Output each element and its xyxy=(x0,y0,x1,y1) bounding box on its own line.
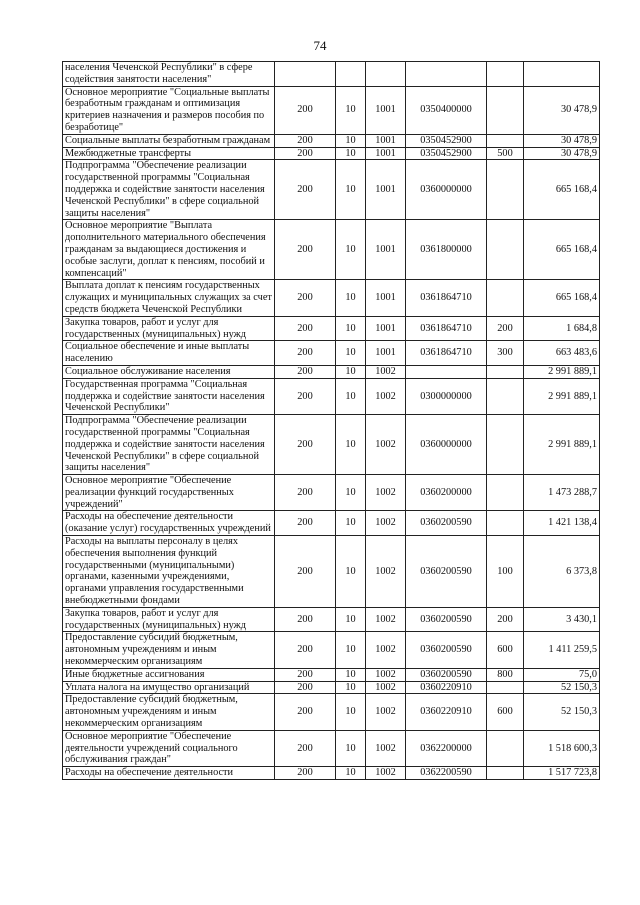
expense-type-cell: 200 xyxy=(487,607,524,632)
expense-type-cell xyxy=(487,378,524,414)
table-row xyxy=(63,220,600,280)
amount-cell: 665 168,4 xyxy=(524,160,600,220)
target-article-cell: 0350452900 xyxy=(406,147,487,160)
table-row xyxy=(63,668,600,681)
ministry-code-cell: 200 xyxy=(275,147,336,160)
table-row xyxy=(63,632,600,668)
ministry-code-cell: 200 xyxy=(275,280,336,316)
budget-table-body xyxy=(63,62,600,780)
amount-cell: 663 483,6 xyxy=(524,341,600,366)
subsection-code-cell: 1001 xyxy=(366,147,406,160)
expense-type-cell xyxy=(487,475,524,511)
ministry-code-cell: 200 xyxy=(275,86,336,134)
target-article-cell: 0361864710 xyxy=(406,280,487,316)
subsection-code-cell: 1002 xyxy=(366,694,406,730)
subsection-code-cell: 1001 xyxy=(366,134,406,147)
subsection-code-cell: 1002 xyxy=(366,536,406,608)
subsection-code-cell: 1002 xyxy=(366,681,406,694)
target-article-cell: 0362200000 xyxy=(406,730,487,766)
table-row xyxy=(63,730,600,766)
row-name-cell: населения Чеченской Республики" в сфере содействия занятости населения" xyxy=(63,62,275,87)
row-name-cell: Закупка товаров, работ и услуг для государственных (муниципальных) нужд xyxy=(63,607,275,632)
section-code-cell: 10 xyxy=(336,415,366,475)
row-name-cell: Социальные выплаты безработным гражданам xyxy=(63,134,275,147)
expense-type-cell xyxy=(487,681,524,694)
budget-table xyxy=(62,61,600,780)
section-code-cell: 10 xyxy=(336,607,366,632)
amount-cell: 1 518 600,3 xyxy=(524,730,600,766)
amount-cell: 2 991 889,1 xyxy=(524,378,600,414)
amount-cell: 1 421 138,4 xyxy=(524,511,600,536)
amount-cell: 1 517 723,8 xyxy=(524,767,600,780)
ministry-code-cell xyxy=(275,62,336,87)
amount-cell: 1 473 288,7 xyxy=(524,475,600,511)
row-name-cell: Закупка товаров, работ и услуг для государственных (муниципальных) нужд xyxy=(63,316,275,341)
section-code-cell: 10 xyxy=(336,378,366,414)
amount-cell: 1 684,8 xyxy=(524,316,600,341)
expense-type-cell xyxy=(487,730,524,766)
amount-cell: 665 168,4 xyxy=(524,280,600,316)
amount-cell: 75,0 xyxy=(524,668,600,681)
row-name-cell: Расходы на обеспечение деятельности xyxy=(63,767,275,780)
target-article-cell: 0361800000 xyxy=(406,220,487,280)
target-article-cell: 0350452900 xyxy=(406,134,487,147)
ministry-code-cell: 200 xyxy=(275,536,336,608)
expense-type-cell xyxy=(487,767,524,780)
expense-type-cell xyxy=(487,220,524,280)
section-code-cell: 10 xyxy=(336,316,366,341)
table-row xyxy=(63,86,600,134)
amount-cell: 30 478,9 xyxy=(524,147,600,160)
expense-type-cell xyxy=(487,134,524,147)
ministry-code-cell: 200 xyxy=(275,475,336,511)
ministry-code-cell: 200 xyxy=(275,668,336,681)
ministry-code-cell: 200 xyxy=(275,415,336,475)
ministry-code-cell: 200 xyxy=(275,767,336,780)
expense-type-cell: 500 xyxy=(487,147,524,160)
section-code-cell: 10 xyxy=(336,668,366,681)
section-code-cell: 10 xyxy=(336,365,366,378)
section-code-cell: 10 xyxy=(336,147,366,160)
row-name-cell: Расходы на выплаты персоналу в целях обеспечения выполнения функций государственными (муниципальными) органами, казенными учреждениями, органами управления государственными внебюджетными фондами xyxy=(63,536,275,608)
row-name-cell: Уплата налога на имущество организаций xyxy=(63,681,275,694)
row-name-cell: Межбюджетные трансферты xyxy=(63,147,275,160)
section-code-cell: 10 xyxy=(336,160,366,220)
page-number: 74 xyxy=(313,38,327,53)
target-article-cell: 0360220910 xyxy=(406,681,487,694)
section-code-cell: 10 xyxy=(336,86,366,134)
table-row xyxy=(63,341,600,366)
expense-type-cell: 600 xyxy=(487,632,524,668)
section-code-cell: 10 xyxy=(336,681,366,694)
row-name-cell: Социальное обслуживание населения xyxy=(63,365,275,378)
subsection-code-cell: 1002 xyxy=(366,511,406,536)
subsection-code-cell: 1001 xyxy=(366,341,406,366)
section-code-cell: 10 xyxy=(336,767,366,780)
table-row xyxy=(63,280,600,316)
table-row xyxy=(63,767,600,780)
amount-cell: 52 150,3 xyxy=(524,681,600,694)
subsection-code-cell: 1002 xyxy=(366,415,406,475)
row-name-cell: Социальное обеспечение и иные выплаты населению xyxy=(63,341,275,366)
amount-cell: 1 411 259,5 xyxy=(524,632,600,668)
section-code-cell: 10 xyxy=(336,511,366,536)
table-row xyxy=(63,694,600,730)
amount-cell: 665 168,4 xyxy=(524,220,600,280)
ministry-code-cell: 200 xyxy=(275,160,336,220)
row-name-cell: Основное мероприятие "Обеспечение реализации функций государственных учреждений" xyxy=(63,475,275,511)
subsection-code-cell xyxy=(366,62,406,87)
target-article-cell: 0350400000 xyxy=(406,86,487,134)
target-article-cell: 0361864710 xyxy=(406,316,487,341)
amount-cell: 2 991 889,1 xyxy=(524,415,600,475)
ministry-code-cell: 200 xyxy=(275,632,336,668)
target-article-cell: 0362200590 xyxy=(406,767,487,780)
ministry-code-cell: 200 xyxy=(275,607,336,632)
section-code-cell: 10 xyxy=(336,280,366,316)
amount-cell: 30 478,9 xyxy=(524,86,600,134)
expense-type-cell: 200 xyxy=(487,316,524,341)
table-row xyxy=(63,147,600,160)
row-name-cell: Подпрограмма "Обеспечение реализации государственной программы "Социальная поддержка и содействие занятости населения Чеченской Республики" в сфере социальной защиты населения" xyxy=(63,160,275,220)
table-row xyxy=(63,365,600,378)
subsection-code-cell: 1002 xyxy=(366,475,406,511)
table-row xyxy=(63,511,600,536)
target-article-cell: 0360200590 xyxy=(406,511,487,536)
expense-type-cell xyxy=(487,62,524,87)
expense-type-cell: 800 xyxy=(487,668,524,681)
subsection-code-cell: 1002 xyxy=(366,632,406,668)
table-row xyxy=(63,475,600,511)
target-article-cell: 0360000000 xyxy=(406,160,487,220)
expense-type-cell xyxy=(487,511,524,536)
target-article-cell: 0360200590 xyxy=(406,632,487,668)
ministry-code-cell: 200 xyxy=(275,134,336,147)
target-article-cell: 0360200590 xyxy=(406,668,487,681)
table-row xyxy=(63,415,600,475)
ministry-code-cell: 200 xyxy=(275,378,336,414)
table-row xyxy=(63,62,600,87)
row-name-cell: Предоставление субсидий бюджетным, автономным учреждениям и иным некоммерческим организациям xyxy=(63,694,275,730)
subsection-code-cell: 1001 xyxy=(366,220,406,280)
row-name-cell: Расходы на обеспечение деятельности (оказание услуг) государственных учреждений xyxy=(63,511,275,536)
subsection-code-cell: 1002 xyxy=(366,767,406,780)
row-name-cell: Выплата доплат к пенсиям государственных служащих и муниципальных служащих за счет средств бюджета Чеченской Республики xyxy=(63,280,275,316)
amount-cell: 3 430,1 xyxy=(524,607,600,632)
ministry-code-cell: 200 xyxy=(275,681,336,694)
amount-cell: 52 150,3 xyxy=(524,694,600,730)
amount-cell xyxy=(524,62,600,87)
amount-cell: 2 991 889,1 xyxy=(524,365,600,378)
subsection-code-cell: 1002 xyxy=(366,378,406,414)
target-article-cell: 0360220910 xyxy=(406,694,487,730)
row-name-cell: Подпрограмма "Обеспечение реализации государственной программы "Социальная поддержка и содействие занятости населения Чеченской Республики" в сфере социальной защиты населения" xyxy=(63,415,275,475)
ministry-code-cell: 200 xyxy=(275,341,336,366)
row-name-cell: Предоставление субсидий бюджетным, автономным учреждениям и иным некоммерческим организациям xyxy=(63,632,275,668)
target-article-cell: 0360200590 xyxy=(406,607,487,632)
target-article-cell: 0300000000 xyxy=(406,378,487,414)
section-code-cell: 10 xyxy=(336,134,366,147)
section-code-cell: 10 xyxy=(336,341,366,366)
amount-cell: 30 478,9 xyxy=(524,134,600,147)
subsection-code-cell: 1002 xyxy=(366,730,406,766)
subsection-code-cell: 1001 xyxy=(366,86,406,134)
ministry-code-cell: 200 xyxy=(275,511,336,536)
target-article-cell: 0360000000 xyxy=(406,415,487,475)
target-article-cell xyxy=(406,365,487,378)
table-row xyxy=(63,681,600,694)
table-row xyxy=(63,134,600,147)
row-name-cell: Основное мероприятие "Обеспечение деятельности учреждений социального обслуживания граждан" xyxy=(63,730,275,766)
table-row xyxy=(63,316,600,341)
section-code-cell: 10 xyxy=(336,220,366,280)
section-code-cell: 10 xyxy=(336,536,366,608)
expense-type-cell: 600 xyxy=(487,694,524,730)
section-code-cell: 10 xyxy=(336,730,366,766)
expense-type-cell xyxy=(487,160,524,220)
section-code-cell: 10 xyxy=(336,632,366,668)
row-name-cell: Основное мероприятие "Социальные выплаты безработным гражданам и оптимизация критериев назначения и размеров пособия по безработице" xyxy=(63,86,275,134)
row-name-cell: Основное мероприятие "Выплата дополнительного материального обеспечения гражданам за выдающиеся достижения и особые заслуги, доплат к пенсиям, пособий и компенсаций" xyxy=(63,220,275,280)
expense-type-cell xyxy=(487,365,524,378)
row-name-cell: Государственная программа "Социальная поддержка и содействие занятости населения Чеченской Республики" xyxy=(63,378,275,414)
subsection-code-cell: 1002 xyxy=(366,668,406,681)
ministry-code-cell: 200 xyxy=(275,316,336,341)
table-row xyxy=(63,160,600,220)
table-row xyxy=(63,378,600,414)
subsection-code-cell: 1002 xyxy=(366,365,406,378)
subsection-code-cell: 1002 xyxy=(366,607,406,632)
ministry-code-cell: 200 xyxy=(275,365,336,378)
target-article-cell: 0360200000 xyxy=(406,475,487,511)
ministry-code-cell: 200 xyxy=(275,694,336,730)
expense-type-cell: 300 xyxy=(487,341,524,366)
expense-type-cell xyxy=(487,280,524,316)
table-row xyxy=(63,536,600,608)
expense-type-cell: 100 xyxy=(487,536,524,608)
subsection-code-cell: 1001 xyxy=(366,316,406,341)
table-row xyxy=(63,607,600,632)
expense-type-cell xyxy=(487,86,524,134)
target-article-cell: 0360200590 xyxy=(406,536,487,608)
expense-type-cell xyxy=(487,415,524,475)
ministry-code-cell: 200 xyxy=(275,220,336,280)
ministry-code-cell: 200 xyxy=(275,730,336,766)
amount-cell: 6 373,8 xyxy=(524,536,600,608)
section-code-cell: 10 xyxy=(336,694,366,730)
section-code-cell: 10 xyxy=(336,475,366,511)
row-name-cell: Иные бюджетные ассигнования xyxy=(63,668,275,681)
target-article-cell xyxy=(406,62,487,87)
subsection-code-cell: 1001 xyxy=(366,280,406,316)
subsection-code-cell: 1001 xyxy=(366,160,406,220)
target-article-cell: 0361864710 xyxy=(406,341,487,366)
section-code-cell xyxy=(336,62,366,87)
